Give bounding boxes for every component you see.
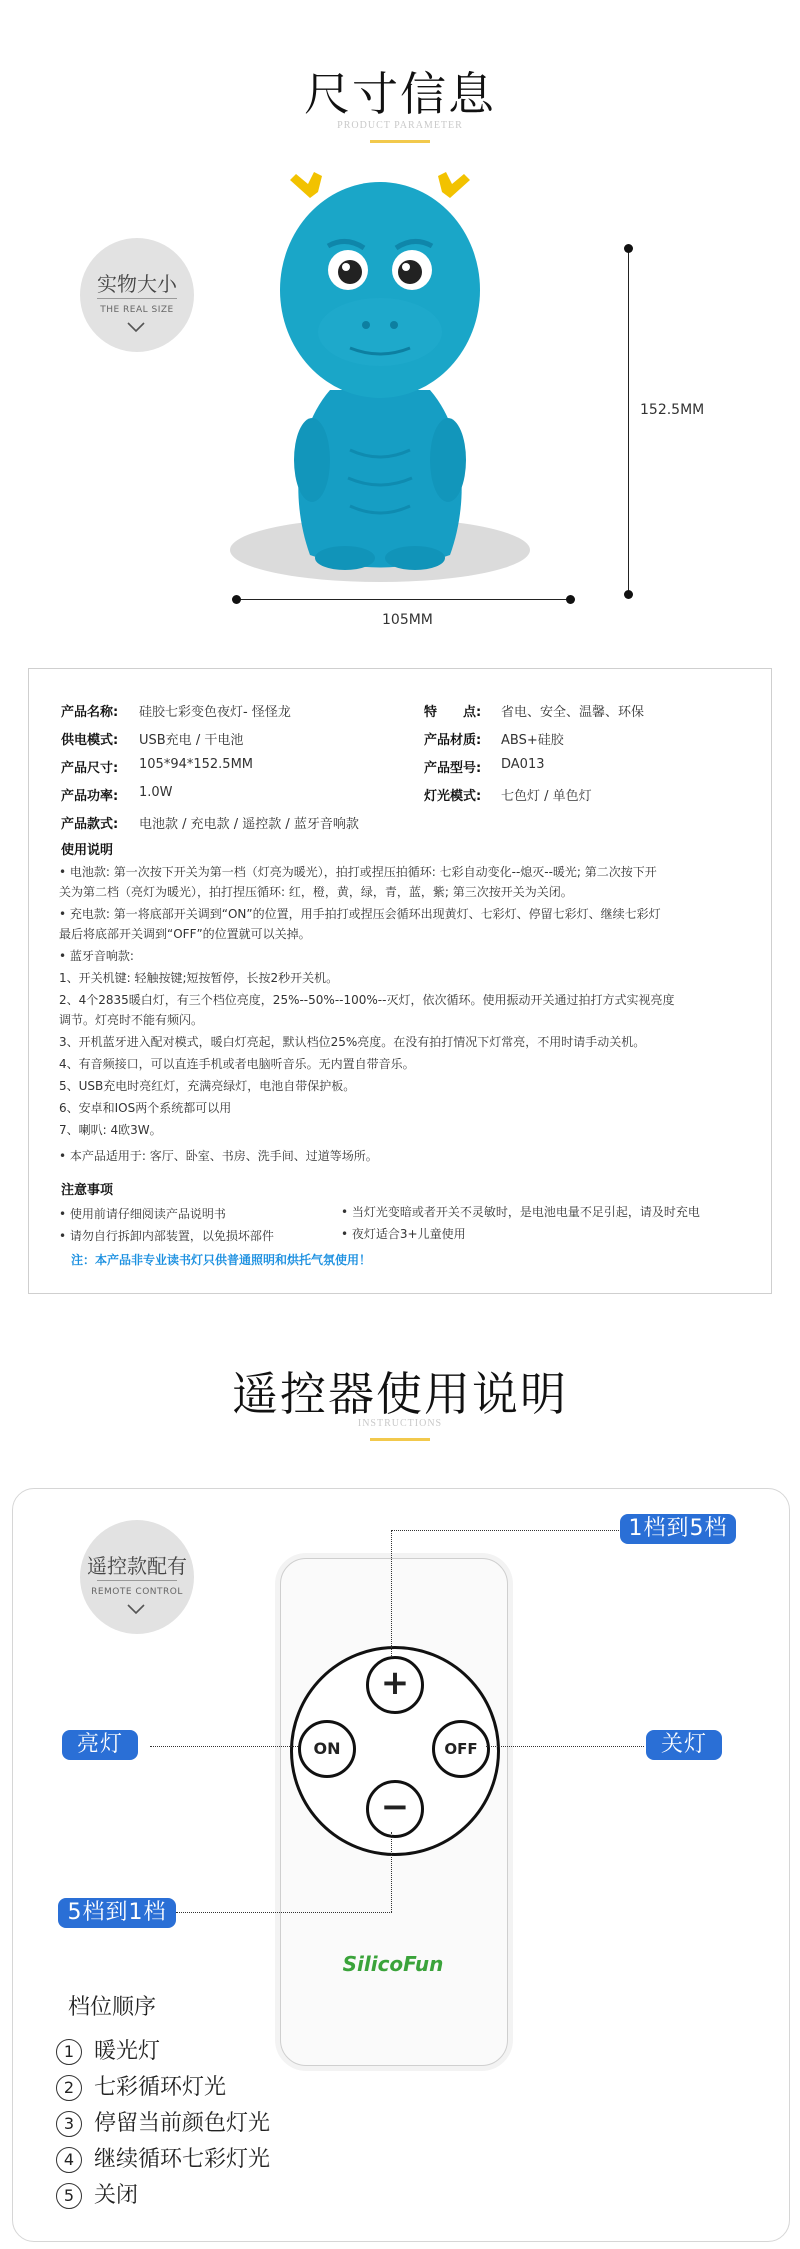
caution-title: 注意事项 — [61, 1183, 114, 1198]
usage-line: • 电池款: 第一次按下开关为第一档（灯亮为暖光），拍打或捏压拍循环: 七彩自动变化--熄灭--暖光; 第二次按下开 — [59, 865, 657, 879]
caution-item: • 当灯光变暗或者开关不灵敏时，是电池电量不足引起，请及时充电 — [341, 1205, 700, 1219]
order-text: 关闭 — [94, 2183, 139, 2208]
remote-badge — [80, 1520, 194, 1634]
spec-key: 产品功率: — [61, 789, 119, 804]
spec-key: 特 点: — [424, 705, 482, 720]
order-item — [56, 2070, 226, 2101]
usage-line: 关为第二档（亮灯为暖光），拍打捏压循环: 红，橙，黄，绿，青，蓝，紫; 第三次按开关为关闭。 — [59, 885, 573, 899]
usage-line: 最后将底部开关调到“OFF”的位置就可以关掉。 — [59, 927, 311, 941]
width-dot-left — [232, 595, 241, 604]
order-number: 5 — [56, 2183, 82, 2209]
badge-sub-text: REMOTE CONTROL — [91, 1587, 183, 1597]
order-text: 继续循环七彩灯光 — [94, 2147, 271, 2172]
caution-item: • 使用前请仔细阅读产品说明书 — [59, 1207, 226, 1221]
usage-note: 注：本产品非专业读书灯只供普通照明和烘托气氛使用！ — [71, 1253, 372, 1267]
order-text: 七彩循环灯光 — [94, 2075, 227, 2100]
badge-main-text: 遥控款配有 — [87, 1554, 187, 1578]
usage-line: • 本产品适用于: 客厅、卧室、书房、洗手间、过道等场所。 — [59, 1149, 378, 1163]
order-text: 停留当前颜色灯光 — [94, 2111, 271, 2136]
callout-line — [391, 1530, 392, 1656]
width-dot-right — [566, 595, 575, 604]
usage-title: 使用说明 — [61, 843, 114, 858]
label-off: 关灯 — [646, 1730, 722, 1760]
spec-key: 供电模式: — [61, 733, 119, 748]
plus-button[interactable]: + — [366, 1656, 424, 1714]
spec-value: DA013 — [501, 757, 545, 772]
spec-value: 硅胶七彩变色夜灯- 怪怪龙 — [139, 705, 291, 720]
callout-line — [486, 1746, 644, 1747]
brand-logo: SilicoFun — [342, 1952, 444, 1976]
spec-key: 产品型号: — [424, 761, 482, 776]
order-number: 3 — [56, 2111, 82, 2137]
off-button[interactable]: OFF — [432, 1720, 490, 1778]
usage-line: 5、USB充电时亮红灯，充满亮绿灯，电池自带保护板。 — [59, 1079, 356, 1093]
usage-line: 1、开关机键: 轻触按键;短按暂停，长按2秒开关机。 — [59, 971, 339, 985]
title-divider — [370, 140, 430, 143]
chevron-down-icon — [126, 321, 146, 333]
style-value: 电池款 / 充电款 / 遥控款 / 蓝牙音响款 — [139, 817, 359, 832]
spec-value: 1.0W — [139, 785, 173, 800]
spec-value: 省电、安全、温馨、环保 — [501, 705, 645, 720]
order-number: 4 — [56, 2147, 82, 2173]
spec-box — [28, 668, 772, 1294]
label-level-up: 1档到5档 — [620, 1514, 736, 1544]
dragon-nightlight-image — [200, 160, 540, 600]
spec-value: 105*94*152.5MM — [139, 757, 254, 772]
spec-key: 灯光模式: — [424, 789, 482, 804]
callout-line — [391, 1530, 621, 1531]
order-item — [56, 2034, 160, 2065]
spec-key: 产品名称: — [61, 705, 119, 720]
label-level-down: 5档到1档 — [58, 1898, 176, 1928]
height-dimension-line — [628, 248, 629, 596]
title-divider — [370, 1438, 430, 1441]
usage-line: 7、喇叭: 4欧3W。 — [59, 1123, 162, 1137]
order-item — [56, 2106, 270, 2137]
caution-item: • 请勿自行拆卸内部装置，以免损坏部件 — [59, 1229, 274, 1243]
remote-section-subtitle: INSTRUCTIONS — [357, 1418, 443, 1429]
usage-line: 2、4个2835暖白灯，有三个档位亮度，25%--50%--100%--灭灯，依次循环。使用振动开关通过拍打方式实视亮度 — [59, 993, 675, 1007]
usage-line: 3、开机蓝牙进入配对模式，暖白灯亮起，默认档位25%亮度。在没有拍打情况下灯常亮，不用时请手动关机。 — [59, 1035, 646, 1049]
order-text: 暖光灯 — [94, 2039, 161, 2064]
width-dimension-line — [236, 599, 570, 600]
height-dot-bottom — [624, 590, 633, 599]
badge-line — [97, 1580, 177, 1581]
chevron-down-icon — [126, 1603, 146, 1615]
order-number: 2 — [56, 2075, 82, 2101]
size-section-subtitle: PRODUCT PARAMETER — [337, 120, 463, 131]
callout-line — [150, 1746, 298, 1747]
usage-line: 6、安卓和IOS两个系统都可以用 — [59, 1101, 232, 1115]
order-item — [56, 2178, 138, 2209]
spec-value: USB充电 / 干电池 — [139, 733, 244, 748]
usage-line: 4、有音频接口，可以直连手机或者电脑听音乐。无内置自带音乐。 — [59, 1057, 415, 1071]
spec-value: ABS+硅胶 — [501, 733, 564, 748]
caution-item: • 夜灯适合3+儿童使用 — [341, 1227, 466, 1241]
style-key: 产品款式: — [61, 817, 119, 832]
usage-line: • 充电款: 第一将底部开关调到“ON”的位置，用手拍打或捏压会循环出现黄灯、七彩灯、停留七彩灯、继续七彩灯 — [59, 907, 661, 921]
badge-sub-text: THE REAL SIZE — [100, 305, 174, 315]
label-on: 亮灯 — [62, 1730, 138, 1760]
order-title: 档位顺序 — [68, 1995, 157, 2020]
minus-button[interactable]: − — [366, 1780, 424, 1838]
usage-line: • 蓝牙音响款: — [59, 949, 134, 963]
spec-key: 产品尺寸: — [61, 761, 119, 776]
height-dot-top — [624, 244, 633, 253]
usage-line: 调节。灯亮时不能有频闪。 — [59, 1013, 204, 1027]
height-label: 152.5MM — [640, 402, 705, 418]
real-size-badge — [80, 238, 194, 352]
size-section-title: 尺寸信息 — [304, 67, 496, 121]
badge-line — [97, 298, 177, 299]
order-number: 1 — [56, 2039, 82, 2065]
on-button[interactable]: ON — [298, 1720, 356, 1778]
callout-line — [176, 1912, 392, 1913]
spec-key: 产品材质: — [424, 733, 482, 748]
spec-value: 七色灯 / 单色灯 — [501, 789, 592, 804]
badge-main-text: 实物大小 — [97, 272, 177, 296]
remote-section-title: 遥控器使用说明 — [232, 1367, 568, 1421]
callout-line — [391, 1832, 392, 1912]
order-item — [56, 2142, 270, 2173]
width-label: 105MM — [382, 612, 433, 628]
